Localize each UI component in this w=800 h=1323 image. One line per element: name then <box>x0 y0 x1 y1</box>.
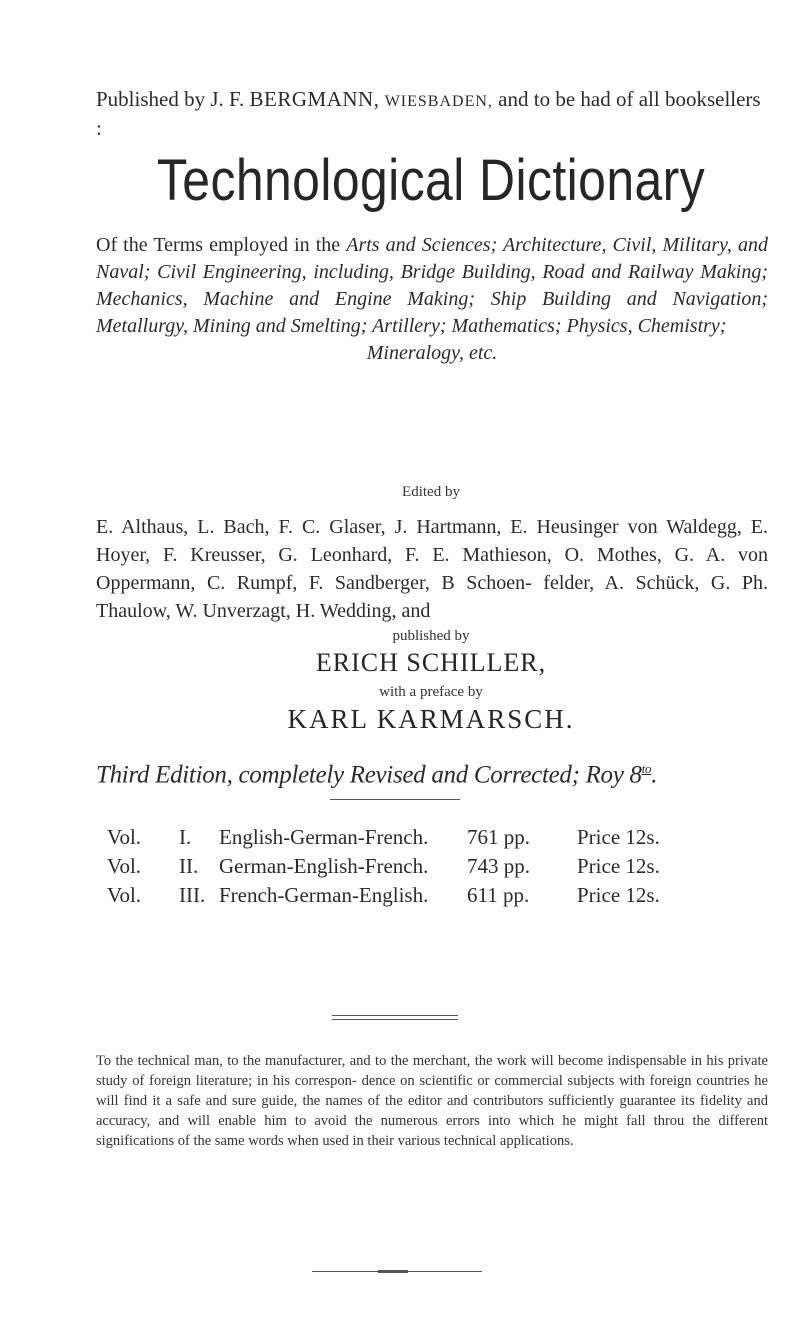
subjects-list: Arts and Sciences; Architecture, Civil, Military, and Naval; Civil Engineering, including, Bridge Building, Road and Railway Making; Mechanics, Machine and Engine Making; Ship Building and Navigation; Metallurgy, Mining and Smelting; Artillery; Mathematics; Physics, Chemistry; <box>96 234 769 337</box>
volume-row <box>107 823 757 852</box>
divider-double-top <box>332 1015 458 1016</box>
subjects-intro: Of the Terms employed in the <box>96 234 341 256</box>
preface-author: KARL KARMARSCH. <box>287 704 575 734</box>
edition-end: . <box>651 761 658 789</box>
publisher-erich-schiller: ERICH SCHILLER, <box>315 648 547 677</box>
vol-number: II. <box>179 854 199 878</box>
divider-short <box>330 799 460 800</box>
vol-languages: German-English-French. <box>219 854 429 878</box>
vol-number: III. <box>179 883 206 907</box>
edition-sup: to <box>641 761 652 776</box>
publisher-suffix: and to be had of all booksellers : <box>96 87 761 140</box>
publisher-prefix: Published by J. F. <box>96 87 245 111</box>
publisher-line <box>96 86 766 142</box>
editors-list: E. Althaus, L. Bach, F. C. Glaser, J. Hartmann, E. Heusinger von Waldegg, E. Hoyer, F. Kreusser, G. Leonhard, F. E. Mathieson, O. Mothes, G. A. von Oppermann, C. Rumpf, F. Sandberger, B Schoen- felder, A. Schück, G. Ph. Thaulow, W. Unverzagt, H. Wedding, and <box>96 516 768 622</box>
publisher-city: WIESBADEN, <box>384 93 493 110</box>
vol-label: Vol. <box>107 854 142 878</box>
publisher-name: BERGMANN, <box>249 87 380 111</box>
volumes-table <box>107 823 757 910</box>
vol-number: I. <box>179 825 192 849</box>
vol-languages: French-German-English. <box>219 883 429 907</box>
edited-by-label: Edited by <box>402 484 460 500</box>
vol-price: Price 12s. <box>577 883 660 907</box>
vol-label: Vol. <box>107 825 142 849</box>
vol-pages: 761 pp. <box>467 825 530 849</box>
edition-text: Third Edition, completely Revised and Corrected; Roy 8 <box>96 761 642 789</box>
published-by-label: published by <box>392 628 470 644</box>
vol-price: Price 12s. <box>577 825 660 849</box>
volume-row <box>107 852 757 881</box>
page-title: Technological Dictionary <box>156 148 706 213</box>
subjects-last-line: Mineralogy, etc. <box>366 342 498 364</box>
subjects-paragraph <box>96 232 768 367</box>
vol-label: Vol. <box>107 883 142 907</box>
vol-languages: English-German-French. <box>219 825 429 849</box>
edition-line <box>96 753 766 791</box>
description-paragraph: To the technical man, to the manufacturer, and to the merchant, the work will become indispensable in his private study of foreign literature; in his correspon- dence on scientific or commercial subjects with foreign countries he will find it a safe and sure guide, the names of the editor and contributors sufficiently guarantee its fidelity and accuracy, and will enable him to avoid the numerous errors into which he might fall throu the different significations of the same words when used in their various technical applications. <box>96 1053 768 1149</box>
divider-double-bottom <box>332 1019 458 1020</box>
vol-pages: 611 pp. <box>467 883 530 907</box>
vol-pages: 743 pp. <box>467 854 530 878</box>
divider-footer-ornament <box>378 1270 408 1273</box>
volume-row <box>107 881 757 910</box>
preface-by-label: with a preface by <box>379 684 483 700</box>
vol-price: Price 12s. <box>577 854 660 878</box>
